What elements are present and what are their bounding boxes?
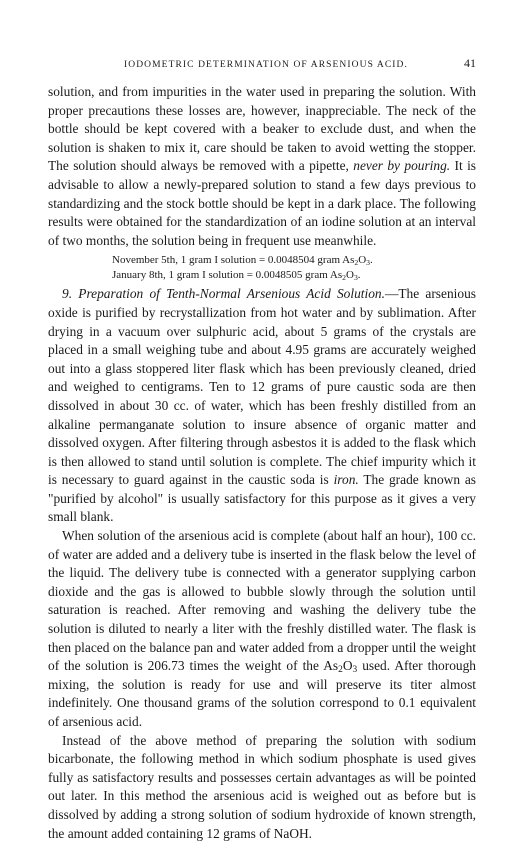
paragraph-text: When solution of the arsenious acid is complete (about half an hour), 100 cc. of water are added and a delivery tube is inserted in the flask below the level of the liquid. The delivery tube is connected with a generator supplying carbon dioxide and the gas is allowed to bubble slowly through the solution until saturation is reached. After removing and washing the delivery tube the solution is diluted to nearly a liter with the freshly distilled water. The flask is then placed on the balance pan and water added from a dropper until the weight of the solution is 206.73 times the weight of the As: [48, 528, 476, 674]
page-number: 41: [464, 56, 476, 70]
page-header: [48, 56, 476, 71]
paragraph-text: The grade known as "purified by alcohol" is usually satisfactory for this purpose as it gives a very small blank.: [48, 472, 476, 525]
paragraph-phosphate-method: [48, 732, 476, 843]
paragraph-text: used. After thorough mixing, the solution is ready for use and will preserve its titer almost indefinitely. One thousand grams of the solution correspond to 0.1 equivalent of arsenious acid.: [48, 658, 476, 729]
paragraph-dilution: When solution of the arsenious acid is complete (about half an hour), 100 cc. of water are added and a delivery tube is inserted in the flask below the level of the liquid. The delivery tube is connected with a generator supplying carbon dioxide and the gas is allowed to bubble slowly through the solution until saturation is reached. After removing and washing the delivery tube the solution is diluted to nearly a liter with the freshly distilled water. The flask is then placed on the balance pan and water added from a dropper until the weight of the solution is 206.73 times the weight of the $As_2O_3$ used. After thorough mixing, the solution is ready for use and will preserve its titer almost indefinitely. One thousand grams of the solution correspond to 0.1 equivalent of arsenious acid.: [48, 528, 476, 729]
standardization-results: [48, 253, 476, 283]
paragraph-text: solution, and from impurities in the water used in preparing the solution. With proper precautions these losses are, however, inappreciable. The neck of the bottle should be kept covered with a beaker to exclude dust, and when the solution is shaken to mix it, care should be taken to avoid wetting the stopper. The solution should always be removed with a pipette,: [48, 84, 476, 174]
paragraph-preparation: [48, 285, 476, 527]
result-line-january: January 8th, 1 gram I solution = 0.0048505 gram $As_2O_3$.: [112, 269, 361, 283]
running-title: IODOMETRIC DETERMINATION OF ARSENIOUS ACID.: [123, 60, 408, 70]
paragraph-text: It is advisable to allow a newly-prepared solution to stand a few days previous to standardizing and the stock bottle should be kept in a dark place. The following results were obtained for the standardization of an iodine solution at an interval of two months, the solution being in frequent use meanwhile.: [48, 158, 476, 248]
paragraph-text: Instead of the above method of preparing the solution with sodium bicarbonate, the following method in which sodium phosphate is used gives fully as satisfactory results and possesses certain advantages as will be pointed out later. In this method the arsenious acid is weighed out as before but is dissolved by adding a strong solution of sodium hydroxide of known strength, the amount added containing 12 grams of NaOH.: [48, 732, 476, 841]
emphasis-text: never by pouring.: [353, 158, 451, 174]
paragraph-text: —The arsenious oxide is purified by recrystallization from hot water and by sublimation. After drying in a vacuum over sulphuric acid, about 5 grams of the crystals are placed in a small weighing tube and about 4.95 grams are accurately weighed out into a glass stoppered liter flask which has been previously cleaned, dried and weighed to centigrams. Ten to 12 grams of pure caustic soda are then dissolved in about 30 cc. of water, which has been freshly distilled from an alkaline permanganate solution to insure absence of organic matter and dissolved oxygen. After filtering through asbestos it is added to the flask which is then allowed to stand until solution is complete. The chief impurity which it is necessary to guard against in the caustic soda is: [48, 286, 476, 488]
paragraph-iodine-storage: [48, 83, 476, 250]
section-heading: 9. Preparation of Tenth-Normal Arsenious Acid Solution.: [62, 286, 385, 302]
result-line-november: November 5th, 1 gram I solution = 0.0048504 gram $As_2O_3$.: [112, 254, 373, 268]
emphasis-text: iron.: [333, 472, 359, 488]
